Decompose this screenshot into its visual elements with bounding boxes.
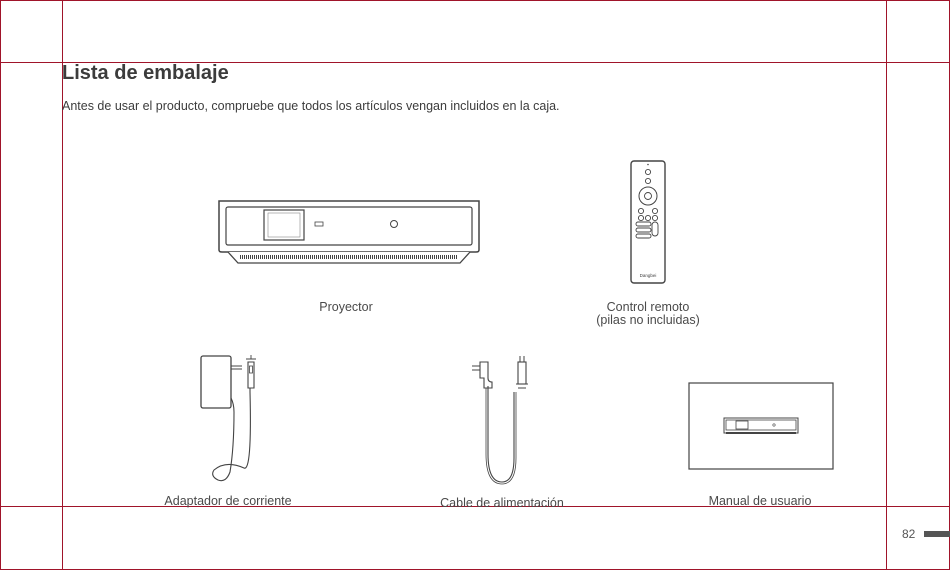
projector-caption: Proyector [319,300,373,314]
guide-line-left-inner [62,0,63,570]
guide-line-top-outer [0,0,950,1]
guide-line-right-inner [886,0,887,570]
cable-caption: Cable de alimentación [440,496,564,510]
user-manual-illustration [688,382,834,470]
power-adapter-illustration [200,352,270,488]
page-number: 82 [902,527,916,541]
power-cable-illustration [470,354,540,488]
page-number-bar [924,531,950,537]
remote-illustration [630,160,666,284]
remote-caption-line2: (pilas no incluidas) [596,313,700,327]
remote-caption-line1: Control remoto [606,300,690,314]
adapter-caption: Adaptador de corriente [164,494,292,508]
manual-caption: Manual de usuario [708,494,812,508]
projector-illustration [218,200,480,266]
page-title: Lista de embalaje [62,62,229,84]
remote-brand-text: Dangbei [639,273,657,278]
guide-line-left-outer [0,0,1,570]
intro-text: Antes de usar el producto, compruebe que todos los artículos vengan incluidos en la caja. [62,99,560,113]
